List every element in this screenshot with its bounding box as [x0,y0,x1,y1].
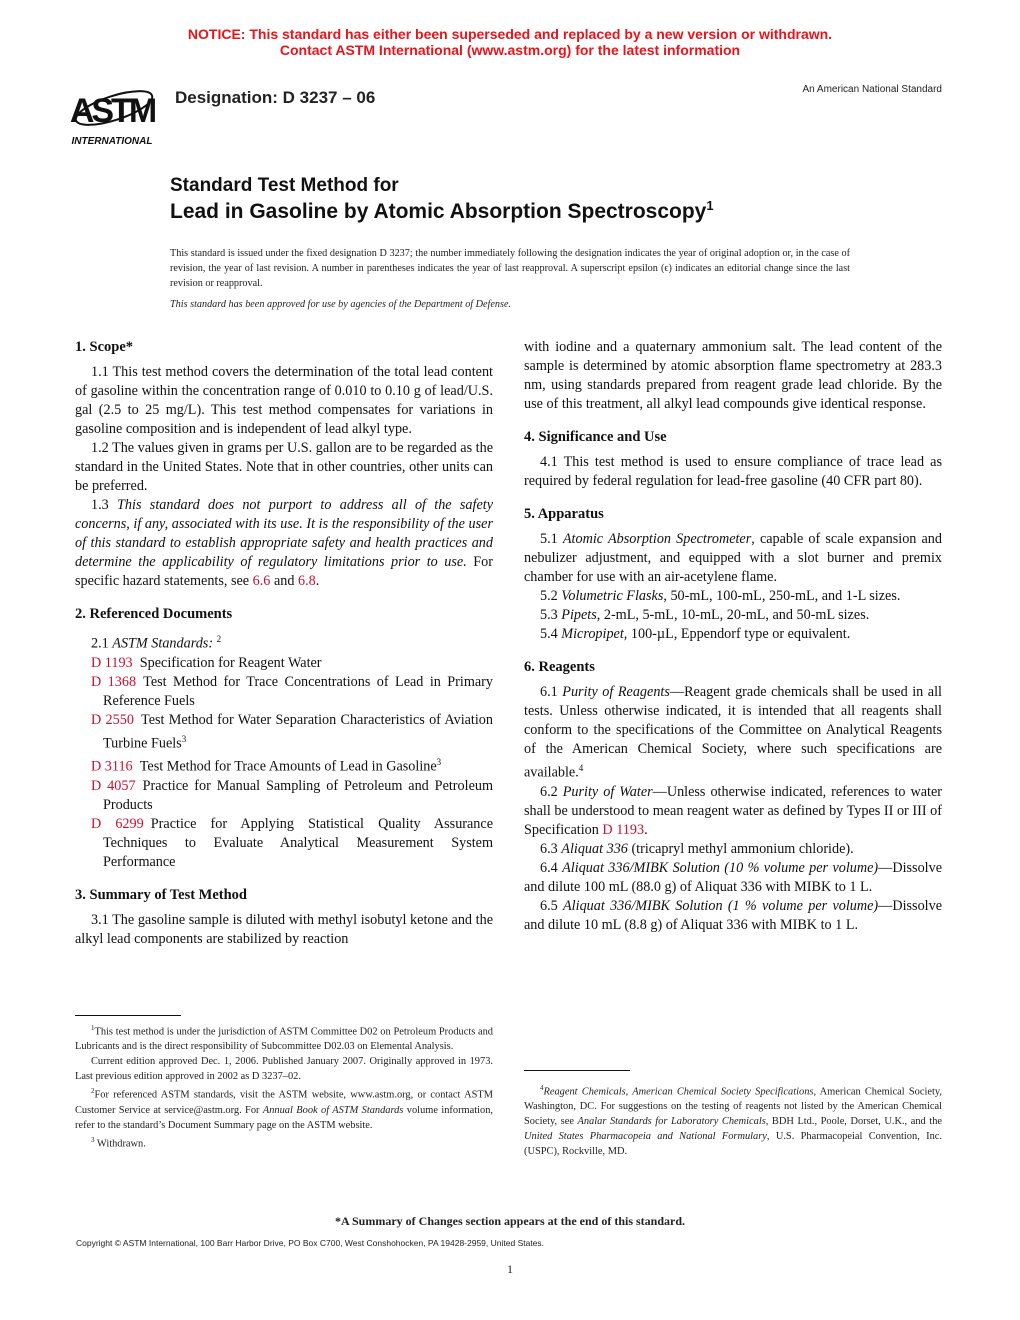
notice-line-2: Contact ASTM International (www.astm.org) for the latest information [279,42,741,58]
paragraph-number: 6.5 [540,897,564,914]
logo-text: ASTM [69,92,155,130]
paragraph-text: —Unless otherwise indicated, references to water shall be understood to mean reagent water as defined by Types II or III of Specification [524,783,943,838]
paragraph-6-5 [524,897,942,935]
apparatus-name: Micropipet [561,626,624,642]
footnote-mark: 2 [91,1087,95,1096]
footnote-mark: 3 [91,1135,95,1144]
paragraph-text: —Dissolve and dilute 100 mL (88.0 g) of Aliquat 336 with MIBK to 1 L. [524,859,942,895]
footnotes-left [75,1021,493,1151]
apparatus-item [524,530,942,587]
apparatus-description: , 100-µL, Eppendorf type or equivalent. [623,626,851,642]
footnote-mark: 3 [181,733,187,744]
dod-approval-text: This standard has been approved for use by agencies of the Department of Defense. [170,299,512,310]
reference-code-link[interactable]: D 2550 [91,711,134,728]
footnotes-right [524,1081,942,1159]
footnote-text: Withdrawn. [96,1138,146,1150]
section-heading-referenced-documents: 2. Referenced Documents [75,606,233,622]
logo-subtext: INTERNATIONAL [71,136,153,147]
paragraph-title: Aliquat 336/MIBK Solution (1 % volume per volume) [563,897,879,914]
issuance-statement [170,246,850,312]
copyright-line: Copyright © ASTM International, 100 Barr Harbor Drive, PO Box C700, West Conshohocken, PA 19428-2959, United States. [76,1238,545,1248]
page-number: 1 [507,1262,513,1276]
american-national-standard-label: An American National Standard [802,84,942,95]
paragraph-title: Purity of Reagents [562,684,670,700]
paragraph-number: 2.1 [91,635,113,652]
reference-code-link[interactable]: D 6299 [91,816,144,833]
reference-item [75,711,493,754]
astm-standards-heading [75,630,493,654]
reference-code-link[interactable]: D 1368 [91,673,137,690]
paragraph-text: . [315,573,320,589]
footnote-text: , BDH Ltd., Poole, Dorset, U.K., and the [765,1116,942,1128]
footnote-divider [75,1015,181,1016]
footnote-text: This test method is under the jurisdiction of ASTM Committee D02 on Petroleum Products and Lubricants and is the direct responsibility of Subcommittee D02.03 on Elemental Analysis. [75,1026,493,1053]
reference-item [75,673,493,711]
section-heading-scope: 1. Scope* [75,339,133,355]
reference-title: Test Method for Trace Concentrations of Lead in Primary Reference Fuels [103,673,493,709]
book-title: United States Pharmacopeia and National Formulary [524,1131,767,1143]
reference-code-link[interactable]: D 4057 [91,778,136,795]
title-line-1: Standard Test Method for [170,175,399,196]
paragraph-3-1-part-1: 3.1 The gasoline sample is diluted with methyl isobutyl ketone and the alkyl lead components are stabilized by reaction [75,912,493,948]
footnote-mark: 1 [91,1024,95,1032]
reference-item [75,753,493,777]
book-title: Reagent Chemicals, American Chemical Society Specifications [543,1086,814,1098]
section-heading-reagents: 6. Reagents [524,659,595,675]
document-title [170,198,714,224]
section-heading-summary: 3. Summary of Test Method [75,887,247,904]
reference-title: Specification for Reagent Water [139,654,322,671]
notice-line-1: NOTICE: This standard has either been superseded and replaced by a new version or withdrawn. [187,26,833,42]
astm-logo-icon [68,76,164,148]
book-title: Annual Book of ASTM Standards [262,1104,404,1116]
footnote-text: , American Chemical Society, Washington, DC. For suggestions on the testing of reagents not listed by the American Chemical Society, see [524,1086,942,1128]
reference-title: Practice for Applying Statistical Quality Assurance Techniques to Evaluate Analytical Measurement System Performance [103,816,493,871]
apparatus-description: , capable of scale expansion and nebulizer adjustment, and equipped with a slot burner and premix chamber for use with an air-acetylene flame. [524,531,942,585]
paragraph-text: . [644,821,648,838]
book-title: Analar Standards for Laboratory Chemicals [577,1116,766,1128]
footnote-text: volume information, refer to the standard’s Document Summary page on the ASTM website. [75,1104,493,1131]
reference-title: Test Method for Trace Amounts of Lead in Gasoline [139,759,437,776]
astm-standards-label: ASTM Standards: [112,635,214,652]
paragraph-number: 1.3 [91,497,118,513]
left-column [75,338,493,949]
apparatus-item [524,625,942,644]
footnote-3 [75,1133,493,1151]
paragraph-number: 5.1 [540,531,563,547]
link-d1193[interactable]: D 1193 [602,821,645,838]
paragraph-number: 5.4 [540,626,562,642]
apparatus-item [524,606,942,625]
apparatus-name: Pipets [561,607,597,623]
paragraph-title: Aliquat 336/MIBK Solution (10 % volume per volume) [562,859,879,876]
reference-item [75,815,493,872]
reference-code-link[interactable]: D 1193 [91,654,133,671]
paragraph-1-2: 1.2 The values given in grams per U.S. gallon are to be regarded as the standard in the United States. Note that in other countries, other units can be preferred. [75,440,493,494]
reference-item [75,777,493,815]
right-column [524,338,942,935]
footnote-mark: 2 [216,634,222,644]
designation: Designation: D 3237 – 06 [175,88,376,107]
paragraph-number: 5.2 [540,588,562,604]
safety-caveat: This standard does not purport to address all of the safety concerns, if any, associated with its use. It is the responsibility of the user of this standard to establish appropriate safety and health practices and determine the applicability of regulatory limitations prior to use. [75,497,493,570]
section-heading-apparatus: 5. Apparatus [524,506,604,522]
apparatus-name: Atomic Absorption Spectrometer [562,531,752,547]
supersession-notice [0,26,1020,58]
footnote-divider [524,1070,630,1071]
footnote-2 [75,1084,493,1132]
apparatus-description: , 50-mL, 100-mL, 250-mL, and 1-L sizes. [663,588,901,604]
edition-note: Current edition approved Dec. 1, 2006. Published January 2007. Originally approved in 1973. Last previous edition approved in 2002 as D 3237–02. [75,1056,493,1083]
paragraph-title: Aliquat 336 [561,840,628,857]
paragraph-text: —Reagent grade chemicals shall be used in all tests. Unless otherwise indicated, it is intended that all reagents shall conform to the specifications of the Committee on Analytical Reagents of the American Chemical Society, where such specifications are available. [524,684,942,781]
paragraph-1-3 [75,496,493,591]
paragraph-6-1 [524,683,942,783]
reference-item [75,654,493,673]
paragraph-text: —Dissolve and dilute 10 mL (8.8 g) of Aliquat 336 with MIBK to 1 L. [524,897,942,933]
title-line-2: Lead in Gasoline by Atomic Absorption Spectroscopy [170,200,707,223]
paragraph-number: 5.3 [540,607,562,623]
paragraph-4-1: 4.1 This test method is used to ensure compliance of trace lead as required by federal regulation for lead-free gasoline (40 CFR part 80). [524,454,942,489]
paragraph-6-4 [524,859,942,897]
paragraph-number: 6.4 [540,859,563,876]
reference-title: Test Method for Water Separation Characteristics of Aviation Turbine Fuels [103,711,493,752]
paragraph-text: (tricapryl methyl ammonium chloride). [627,840,854,857]
paragraph-1-1: 1.1 This test method covers the determination of the total lead content of gasoline within the concentration range of 0.010 to 0.10 g of lead/U.S. gal (2.5 to 25 mg/L). This test method compensates for variations in gasoline composition and is independent of lead alkyl type. [75,364,493,437]
issued-text: This standard is issued under the fixed designation D 3237; the number immediately following the designation indicates the year of original adoption or, in the case of revision, the year of last revision. A number in parentheses indicates the year of last reapproval. A superscript epsilon (ϵ) indicates an editorial change since the last revision or reapproval. [170,248,850,289]
footnote-1 [75,1021,493,1054]
apparatus-item [524,587,942,606]
apparatus-description: , 2-mL, 5-mL, 10-mL, 20-mL, and 50-mL sizes. [596,607,870,623]
paragraph-number: 6.3 [540,840,562,857]
paragraph-6-2 [524,783,942,840]
paragraph-text: and [270,573,298,589]
paragraph-3-1-part-2: with iodine and a quaternary ammonium salt. The lead content of the sample is determined by atomic absorption flame spectrometry at 283.3 nm, using standards prepared from reagent grade lead chloride. By the use of this treatment, all alkyl lead compounds give identical response. [524,339,942,412]
paragraph-text: For specific hazard statements, see [75,554,494,589]
apparatus-name: Volumetric Flasks [561,588,664,604]
paragraph-title: Purity of Water [562,783,653,800]
link-6-8[interactable]: 6.8 [297,573,316,589]
paragraph-number: 6.1 [540,684,563,700]
footnote-mark: 4 [540,1084,544,1092]
paragraph-6-3 [524,840,942,859]
footnote-mark: 4 [578,763,584,773]
reference-list [75,654,493,872]
reference-code-link[interactable]: D 3116 [91,759,133,776]
footnote-text: For referenced ASTM standards, visit the ASTM website, www.astm.org, or contact ASTM Customer Service at service@astm.org. For [75,1089,493,1116]
paragraph-number: 6.2 [540,783,563,800]
apparatus-list [524,530,942,644]
footnote-4 [524,1081,942,1159]
title-footnote-mark: 1 [706,198,714,213]
link-6-6[interactable]: 6.6 [252,573,271,589]
summary-of-changes-note: *A Summary of Changes section appears at the end of this standard. [334,1214,686,1228]
footnote-text: , U.S. Pharmacopeial Convention, Inc. (USPC), Rockville, MD. [524,1131,942,1158]
footnote-mark: 3 [436,757,442,768]
reference-title: Practice for Manual Sampling of Petroleum and Petroleum Products [103,778,493,814]
section-heading-significance: 4. Significance and Use [524,429,667,445]
